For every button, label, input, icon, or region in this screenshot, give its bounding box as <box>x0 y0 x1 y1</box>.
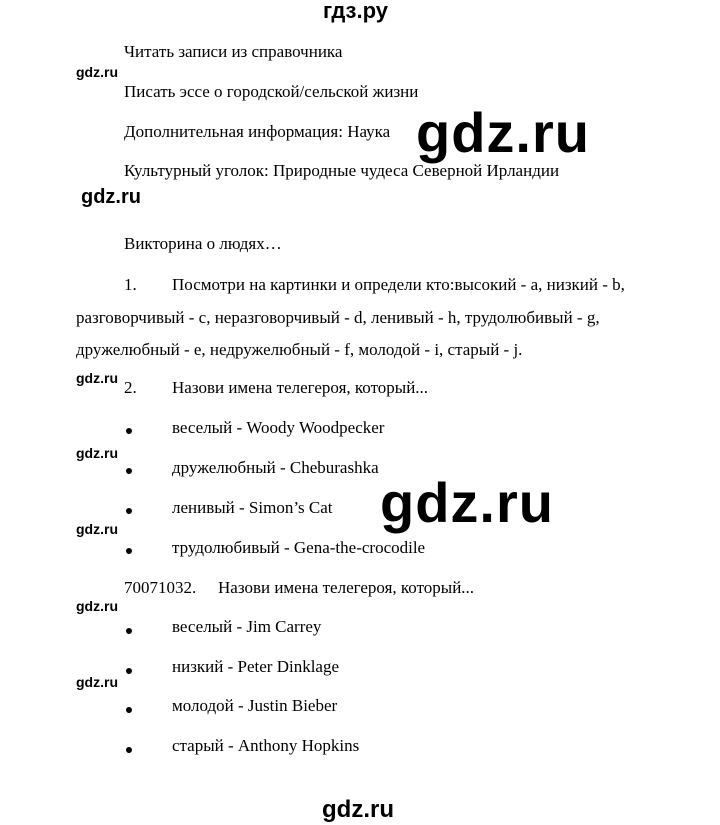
bullet-icon <box>126 548 132 554</box>
watermark-big: gdz.ru <box>380 471 554 534</box>
list-item: старый - Anthony Hopkins <box>172 736 360 755</box>
watermark-small: gdz.ru <box>76 674 118 690</box>
list-item: низкий - Peter Dinklage <box>172 657 340 676</box>
watermark-footer: gdz.ru <box>322 796 394 823</box>
intro-line-essay: Писать эссе о городской/сельской жизни <box>124 82 419 101</box>
watermark-small: gdz.ru <box>76 370 118 386</box>
watermark-header: гдз.ру <box>323 0 388 23</box>
task1-line: дружелюбный - e, недружелюбный - f, молодой - i, старый - j. <box>76 340 523 359</box>
task1-line: Посмотри на картинки и определи кто:высокий - a, низкий - b, <box>172 275 625 294</box>
list-item: трудолюбивый - Gena-the-crocodile <box>172 538 426 557</box>
task3-number: 70071032. <box>124 578 197 597</box>
task3-text: Назови имена телегероя, который... <box>218 578 475 597</box>
bullet-icon <box>126 747 132 753</box>
bullet-icon <box>126 468 132 474</box>
watermark-small: gdz.ru <box>76 445 118 461</box>
bullet-icon <box>126 628 132 634</box>
task1-line: разговорчивый - c, неразговорчивый - d, ленивый - h, трудолюбивый - g, <box>76 308 600 327</box>
watermark-small: gdz.ru <box>76 521 118 537</box>
bullet-icon <box>126 668 132 674</box>
task2-number: 2. <box>124 378 137 397</box>
list-item: молодой - Justin Bieber <box>172 696 338 715</box>
watermark-small: gdz.ru <box>76 64 118 80</box>
list-item: ленивый - Simon’s Cat <box>172 498 333 517</box>
list-item: веселый - Woody Woodpecker <box>172 418 385 437</box>
bullet-icon <box>126 707 132 713</box>
task2-text: Назови имена телегероя, который... <box>172 378 429 397</box>
task1-number: 1. <box>124 275 137 294</box>
watermark-small: gdz.ru <box>76 598 118 614</box>
bullet-icon <box>126 428 132 434</box>
intro-line-culture-corner: Культурный уголок: Природные чудеса Северной Ирландии <box>124 161 560 180</box>
bullet-icon <box>126 508 132 514</box>
intro-line-reference: Читать записи из справочника <box>124 42 343 61</box>
watermark-small: gdz.ru <box>81 186 141 208</box>
quiz-title: Викторина о людях… <box>124 234 282 253</box>
intro-line-extra-info: Дополнительная информация: Наука <box>124 122 391 141</box>
watermark-big: gdz.ru <box>416 101 590 164</box>
list-item: дружелюбный - Cheburashka <box>172 458 379 477</box>
list-item: веселый - Jim Carrey <box>172 617 322 636</box>
